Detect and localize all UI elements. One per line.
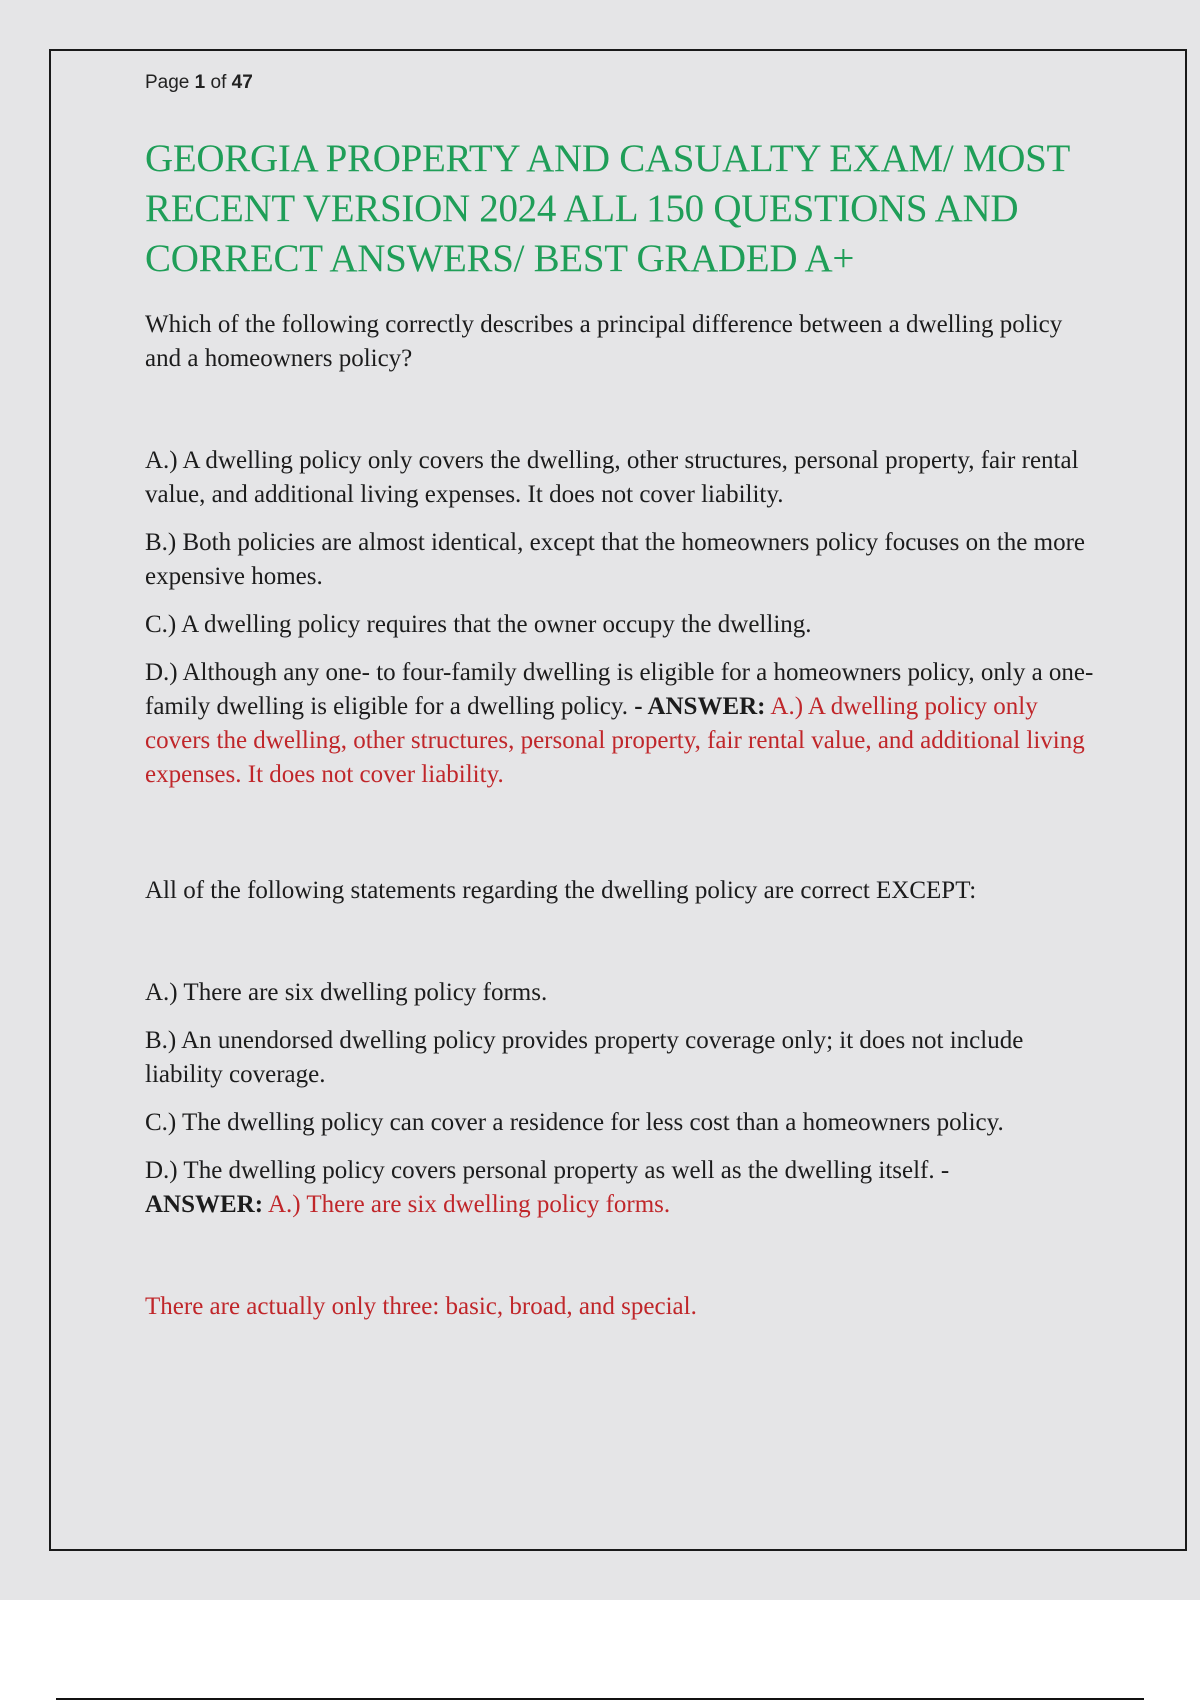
answer-text: A.) There are six dwelling policy forms. bbox=[263, 1191, 671, 1218]
option-d-with-answer bbox=[145, 1154, 1095, 1222]
document-title: GEORGIA PROPERTY AND CASUALTY EXAM/ MOST RECENT VERSION 2024 ALL 150 QUESTIONS AND CORRECT ANSWERS/ BEST GRADED A+ bbox=[145, 137, 1070, 280]
question-2 bbox=[145, 874, 1095, 1324]
page-of: of bbox=[205, 72, 232, 93]
option-c: C.) A dwelling policy requires that the owner occupy the dwelling. bbox=[145, 611, 812, 638]
option-d: D.) The dwelling policy covers personal property as well as the dwelling itself. - bbox=[145, 1157, 950, 1184]
page-content bbox=[145, 72, 1095, 1324]
answer-label: ANSWER: bbox=[145, 1191, 264, 1218]
option-d: D.) Although any one- to four-family dwelling is eligible for a homeowners policy, only a one-family dwelling is eligible for a dwelling policy. bbox=[145, 659, 1094, 720]
page-total: 47 bbox=[231, 72, 253, 93]
page-current: 1 bbox=[194, 72, 206, 93]
option-a: A.) A dwelling policy only covers the dwelling, other structures, personal property, fair rental value, and additional living expenses. It does not cover liability. bbox=[145, 447, 1079, 508]
option-b: B.) An unendorsed dwelling policy provides property coverage only; it does not include liability coverage. bbox=[145, 1027, 1024, 1088]
page-label: Page bbox=[145, 72, 195, 93]
option-a: A.) There are six dwelling policy forms. bbox=[145, 979, 548, 1006]
option-b: B.) Both policies are almost identical, except that the homeowners policy focuses on the more expensive homes. bbox=[145, 529, 1086, 590]
answer-text: A.) A dwelling policy only covers the dwelling, other structures, personal property, fair rental value, and additional living expenses. It does not cover liability. bbox=[145, 693, 1085, 788]
page-number bbox=[145, 72, 1095, 94]
option-d-with-answer bbox=[145, 656, 1095, 792]
question-1 bbox=[145, 308, 1095, 792]
answer-label: - ANSWER: bbox=[634, 693, 766, 720]
question-prompt: All of the following statements regarding the dwelling policy are correct EXCEPT: bbox=[145, 877, 977, 904]
question-prompt: Which of the following correctly describes a principal difference between a dwelling policy and a homeowners policy? bbox=[145, 311, 1063, 372]
answer-explanation: There are actually only three: basic, broad, and special. bbox=[145, 1293, 697, 1320]
option-c: C.) The dwelling policy can cover a residence for less cost than a homeowners policy. bbox=[145, 1109, 1004, 1136]
